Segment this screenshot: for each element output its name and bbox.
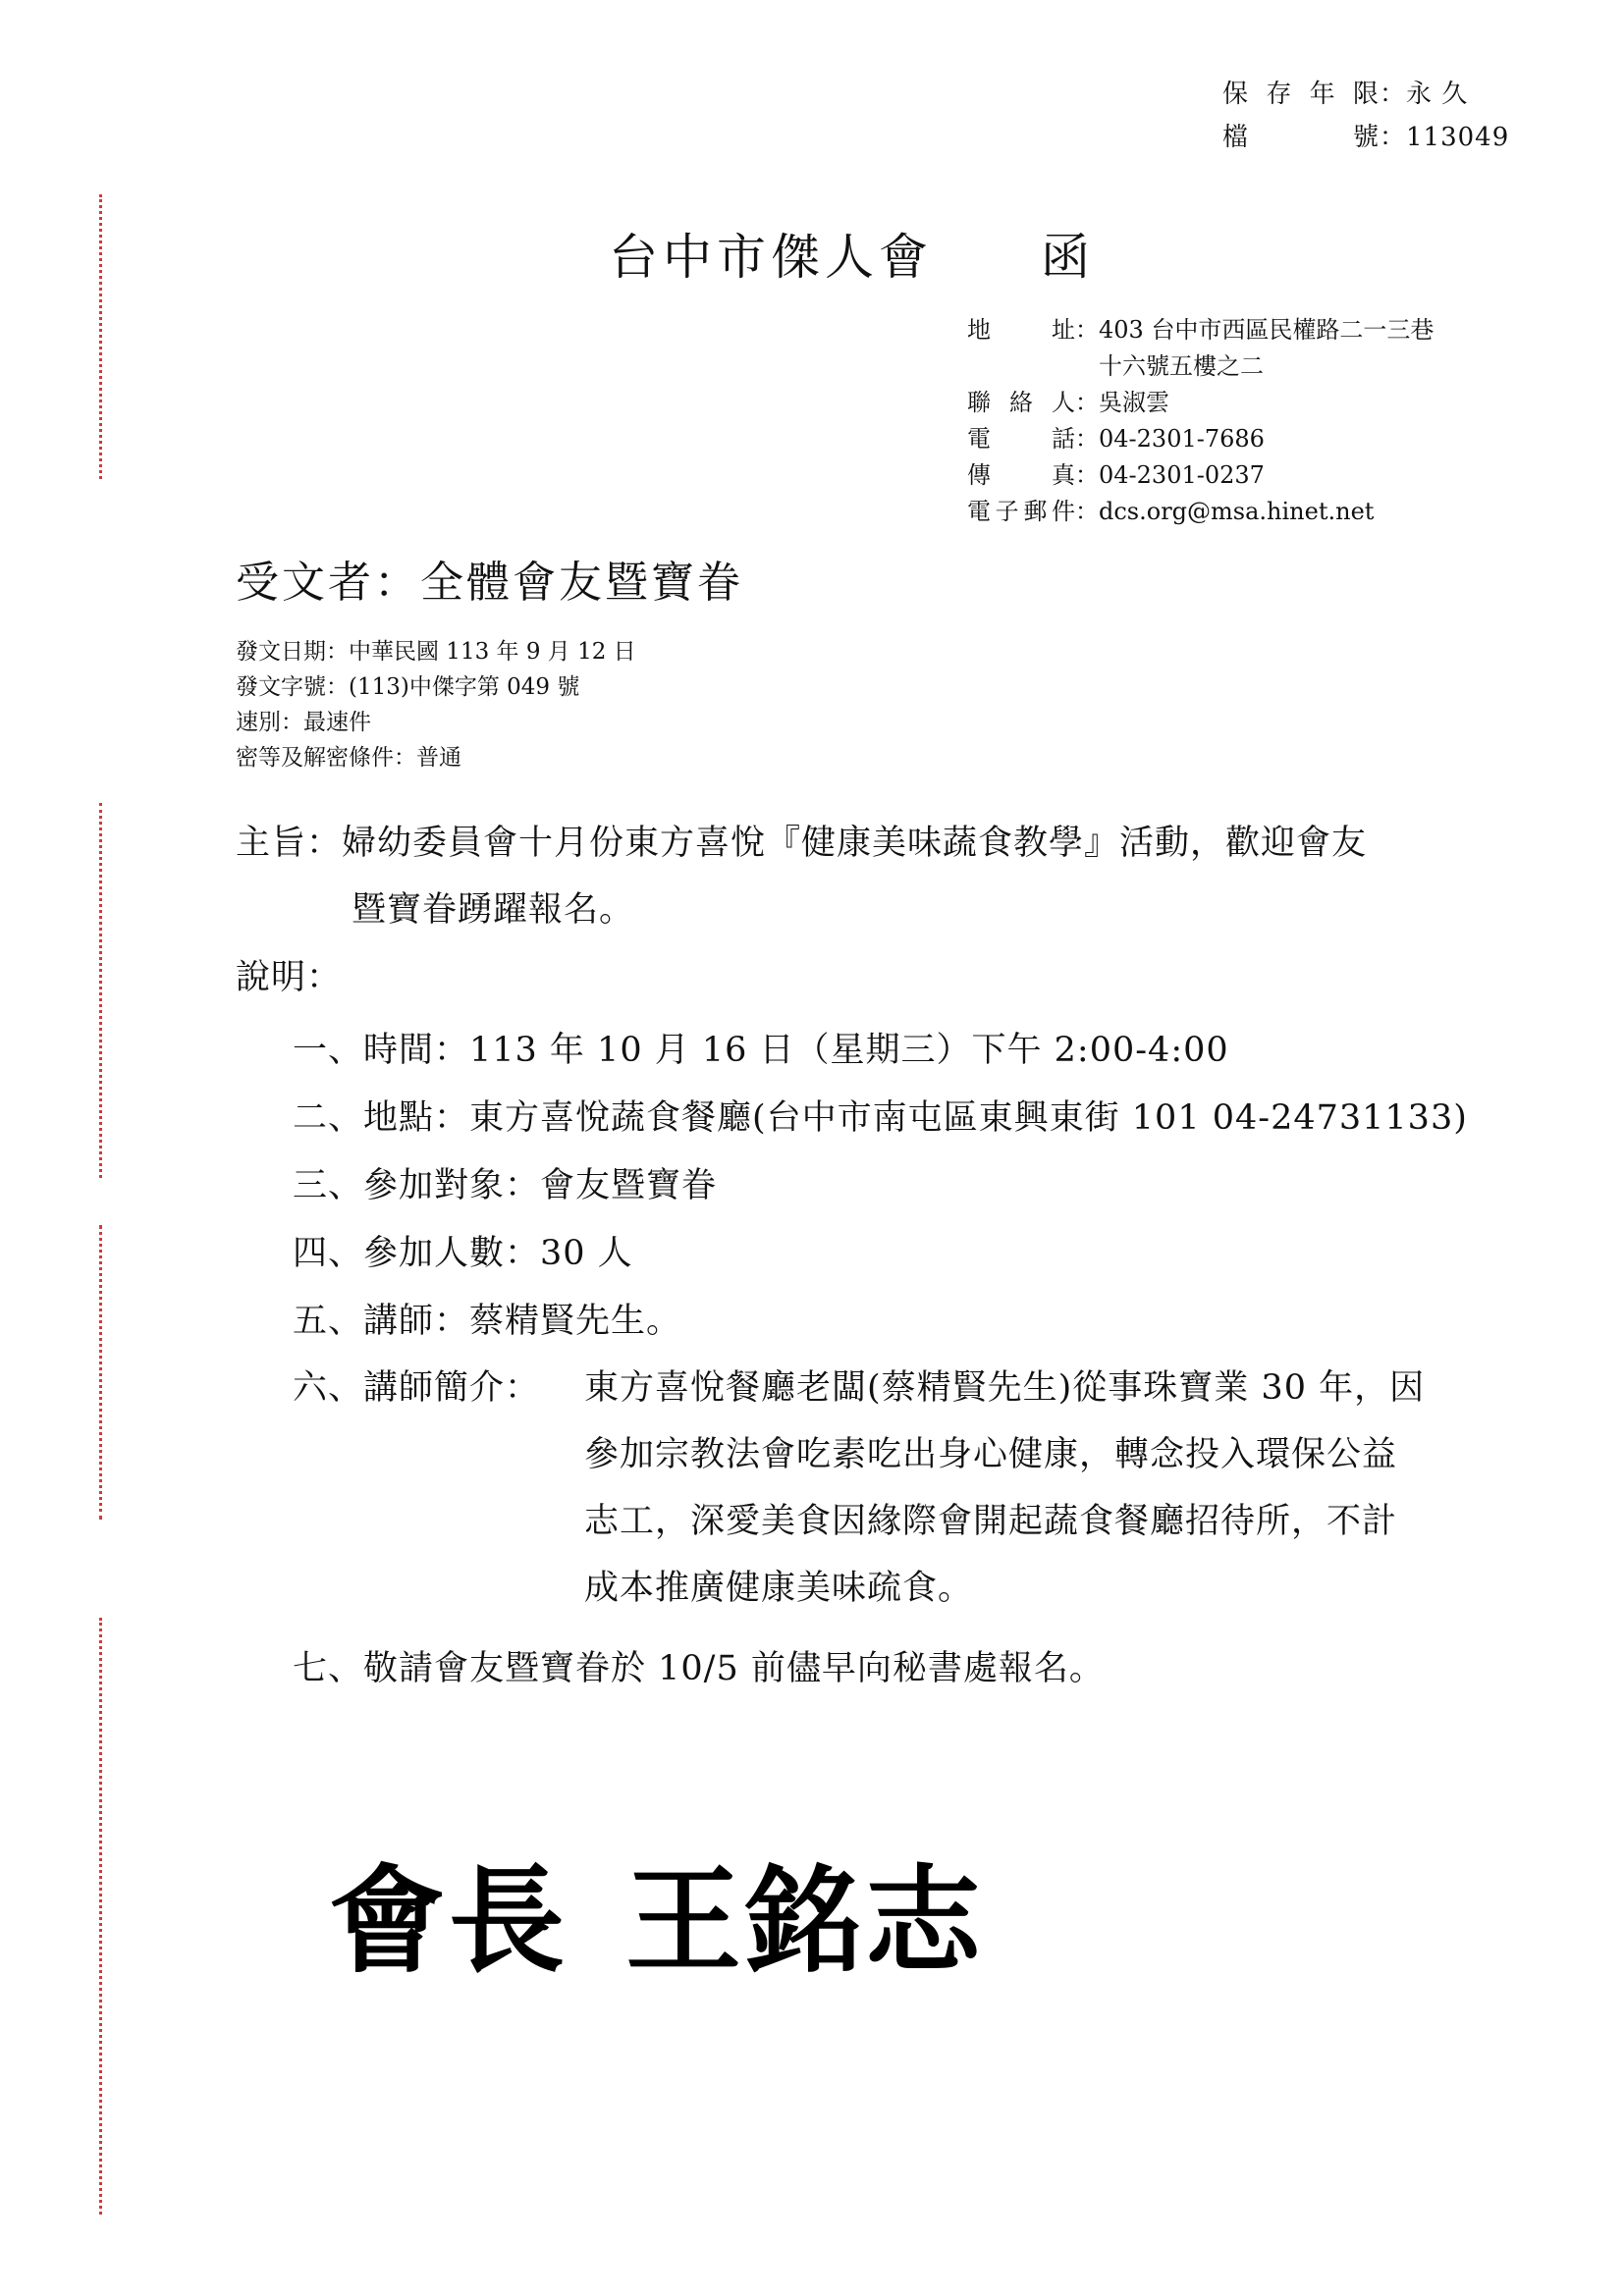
binding-line-1 (99, 194, 102, 479)
email-value: dcs.org@msa.hinet.net (1099, 498, 1375, 525)
item-location: 二、地點：東方喜悅蔬食餐廳(台中市南屯區東興東街 101 04-24731133) (293, 1098, 1468, 1138)
item-bio-text (584, 1355, 1425, 1622)
fax-value: 04-2301-0237 (1099, 461, 1265, 489)
explanation-label: 說明： (236, 958, 343, 997)
secrecy-level: 密等及解密條件：普通 (236, 745, 461, 771)
bio-line-1: 東方喜悅餐廳老闆(蔡精賢先生)從事珠寶業 30 年，因 (584, 1368, 1426, 1408)
subject-line-2: 暨寶眷踴躍報名。 (352, 890, 635, 930)
contact-person-label: 聯絡人 (967, 389, 1075, 416)
signature-title: 會長 (329, 1853, 569, 1989)
recipient-line: 受文者：全體會友暨寶眷 (236, 558, 743, 608)
binding-line-2 (99, 803, 102, 1178)
file-number-label: 檔 號 (1222, 123, 1380, 152)
signature-name: 王銘志 (625, 1853, 986, 1989)
binding-line-3 (99, 1225, 102, 1520)
binding-line-4 (99, 1618, 102, 2215)
address-line-2: 十六號五樓之二 (1099, 352, 1264, 380)
fax-label: 傳 真 (967, 461, 1075, 489)
document-title: 台中市傑人會 函 (609, 229, 1095, 286)
urgency: 速別：最速件 (236, 710, 371, 735)
email-label: 電子郵件 (967, 498, 1075, 525)
retention-block: 保存年限 ： 永 久 檔 號 ： 113049 (1222, 73, 1509, 159)
item-headcount: 四、參加人數：30 人 (293, 1234, 633, 1273)
bio-line-4: 成本推廣健康美味疏食。 (584, 1569, 974, 1608)
phone-label: 電 話 (967, 425, 1075, 453)
bio-line-3: 志工，深愛美食因緣際會開起蔬食餐廳招待所，不計 (584, 1502, 1398, 1541)
address-label: 地 址 (967, 316, 1075, 344)
issue-date: 發文日期：中華民國 113 年 9 月 12 日 (236, 639, 636, 665)
item-lecturer: 五、講師：蔡精賢先生。 (293, 1302, 682, 1341)
subject-block (236, 810, 1367, 943)
address-line-1: 403 台中市西區民權路二一三巷 (1099, 316, 1435, 344)
retention-value: 永 久 (1406, 80, 1469, 109)
item-registration: 七、敬請會友暨寶眷於 10/5 前儘早向秘書處報名。 (293, 1649, 1105, 1688)
retention-label: 保存年限 (1222, 80, 1380, 109)
item-time: 一、時間：113 年 10 月 16 日（星期三）下午 2:00-4:00 (293, 1031, 1229, 1070)
contact-person-value: 吳淑雲 (1099, 389, 1169, 416)
bio-line-2: 參加宗教法會吃素吃出身心健康，轉念投入環保公益 (584, 1435, 1398, 1474)
explanation-items (293, 1017, 1468, 1356)
item-participants: 三、參加對象：會友暨寶眷 (293, 1166, 718, 1205)
item-bio-label: 六、講師簡介： (293, 1368, 541, 1408)
subject-line-1: 主旨：婦幼委員會十月份東方喜悅『健康美味蔬食教學』活動，歡迎會友 (236, 824, 1368, 863)
signature (329, 1828, 985, 1995)
phone-value: 04-2301-7686 (1099, 425, 1265, 453)
meta-block (236, 634, 636, 775)
document-number: 發文字號：(113)中傑字第 049 號 (236, 674, 580, 700)
contact-block: 地 址 ： 403 台中市西區民權路二一三巷 十六號五樓之二 聯絡人 ： 吳淑雲 電 話 ： 04-2301-7686 傳 真 ： 04-2301-0237 電子郵件 ： dcs.org@msa.hinet.net (967, 312, 1434, 530)
file-number-value: 113049 (1406, 123, 1510, 152)
